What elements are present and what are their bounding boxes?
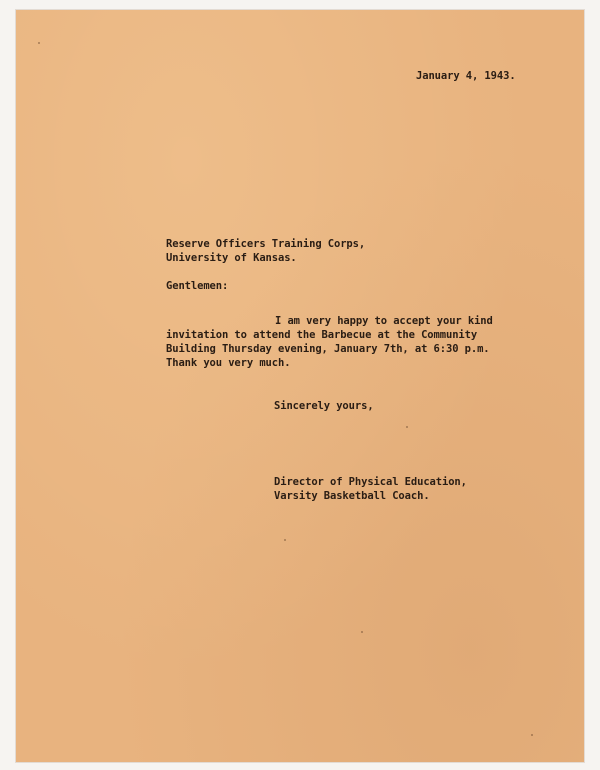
body-line-3: Building Thursday evening, January 7th, at 6:30 p.m.	[166, 343, 490, 355]
signature-title-2: Varsity Basketball Coach.	[274, 490, 430, 502]
signature-title-1: Director of Physical Education,	[274, 476, 467, 488]
recipient-line-2: University of Kansas.	[166, 252, 297, 264]
letter-page	[16, 10, 584, 762]
paper-speck	[284, 539, 286, 541]
body-line-1: I am very happy to accept your kind	[275, 315, 493, 327]
closing: Sincerely yours,	[274, 400, 374, 412]
body-line-4: Thank you very much.	[166, 357, 291, 369]
paper-speck	[406, 426, 408, 428]
salutation: Gentlemen:	[166, 280, 229, 292]
body-line-2: invitation to attend the Barbecue at the Community	[166, 329, 478, 341]
recipient-line-1: Reserve Officers Training Corps,	[166, 238, 366, 250]
paper-speck	[531, 734, 533, 736]
paper-speck	[361, 631, 363, 633]
letter-date: January 4, 1943.	[416, 70, 516, 82]
paper-speck	[38, 42, 40, 44]
